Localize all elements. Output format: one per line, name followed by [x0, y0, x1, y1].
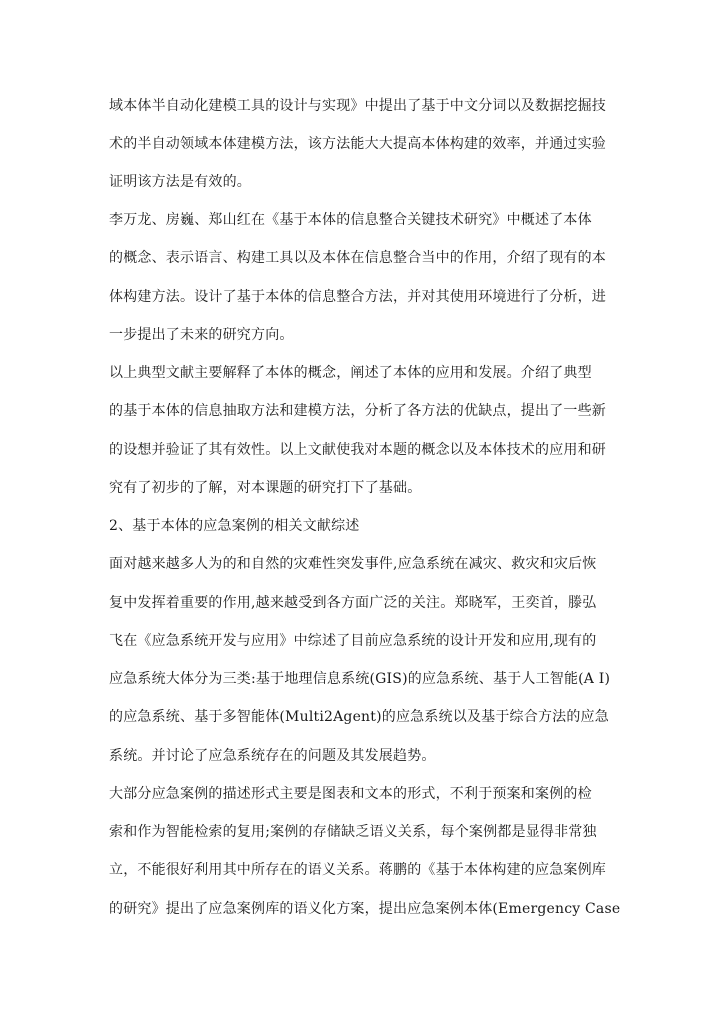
text-line: 复中发挥着重要的作用,越来越受到各方面广泛的关注。郑晓军，王奕首，滕弘 [109, 595, 597, 611]
text-line: 索和作为智能检索的复用;案例的存储缺乏语义关系，每个案例都是显得非常独 [109, 824, 597, 840]
text-line: 的设想并验证了其有效性。以上文献使我对本题的概念以及本体技术的应用和研 [109, 442, 606, 458]
text-line: 飞在《应急系统开发与应用》中综述了目前应急系统的设计开发和应用,现有的 [109, 633, 597, 649]
text-line: 证明该方法是有效的。 [109, 174, 251, 190]
text-line: 的概念、表示语言、构建工具以及本体在信息整合当中的作用，介绍了现有的本 [109, 250, 606, 266]
section-heading: 2、基于本体的应急案例的相关文献综述 [109, 518, 360, 534]
text-line: 体构建方法。设计了基于本体的信息整合方法，并对其使用环境进行了分析，进 [109, 289, 606, 305]
text-line: 的基于本体的信息抽取方法和建模方法，分析了各方法的优缺点，提出了一些新 [109, 403, 606, 419]
text-line: 域本体半自动化建模工具的设计与实现》中提出了基于中文分词以及数据挖掘技 [109, 98, 606, 114]
text-line: 李万龙、房巍、郑山红在《基于本体的信息整合关键技术研究》中概述了本体 [109, 212, 592, 228]
text-line: 应急系统大体分为三类:基于地理信息系统(GIS)的应急系统、基于人工智能(A I) [109, 671, 611, 687]
text-line: 面对越来越多人为的和自然的灾难性突发事件,应急系统在减灾、救灾和灾后恢 [109, 556, 597, 572]
text-line: 系统。并讨论了应急系统存在的问题及其发展趋势。 [109, 748, 436, 764]
text-line: 究有了初步的了解，对本课题的研究打下了基础。 [109, 480, 422, 496]
text-line: 的研究》提出了应急案例库的语义化方案，提出应急案例本体(Emergency Case [109, 901, 621, 917]
text-line: 立，不能很好利用其中所存在的语义关系。蒋鹏的《基于本体构建的应急案例库 [109, 862, 606, 878]
text-line: 术的半自动领域本体建模方法，该方法能大大提高本体构建的效率，并通过实验 [109, 136, 606, 152]
text-line: 大部分应急案例的描述形式主要是图表和文本的形式，不利于预案和案例的检 [109, 786, 592, 802]
text-line: 的应急系统、基于多智能体(Multi2Agent)的应急系统以及基于综合方法的应急 [109, 709, 609, 725]
text-line: 以上典型文献主要解释了本体的概念，阐述了本体的应用和发展。介绍了典型 [109, 365, 592, 381]
text-line: 一步提出了未来的研究方向。 [109, 327, 294, 343]
